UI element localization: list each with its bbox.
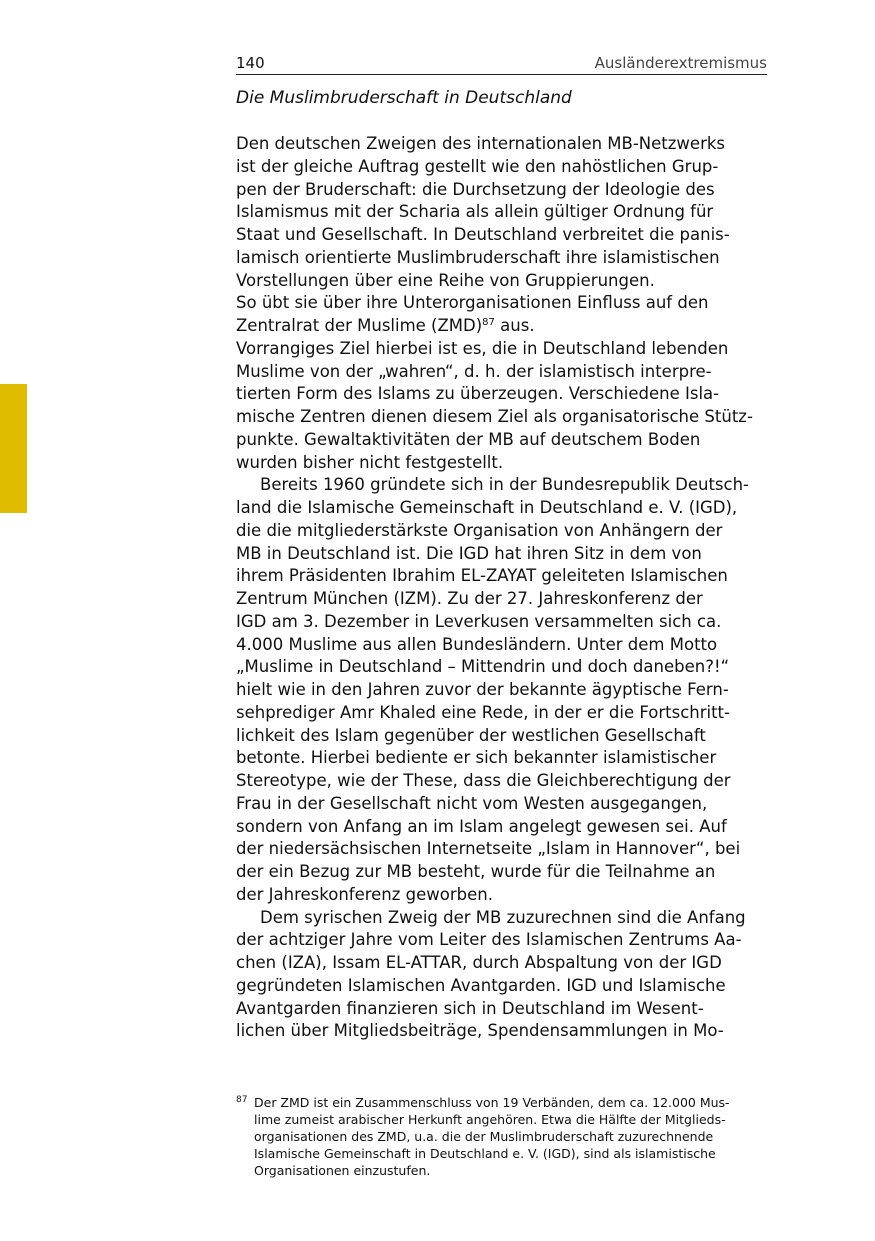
section-title: Die Muslimbruderschaft in Deutschland: [236, 88, 572, 108]
text-line: sehprediger Amr Khaled eine Rede, in der er die Fortschritt-: [236, 702, 730, 722]
running-head: Ausländerextremismus: [594, 54, 767, 72]
text-line: tierten Form des Islams zu überzeugen. Verschiedene Isla-: [236, 384, 720, 404]
footnote-line: organisationen des ZMD, u.a. die der Muslimbruderschaft zuzurechnende: [254, 1129, 714, 1144]
text-line: lichen über Mitgliedsbeiträge, Spendensammlungen in Mo-: [236, 1021, 724, 1041]
text-line: mische Zentren dienen diesem Ziel als organisatorische Stütz-: [236, 407, 753, 426]
text-line: Bereits 1960 gründete sich in der Bundesrepublik Deutsch-: [260, 475, 749, 495]
text-line: Islamismus mit der Scharia als allein gültiger Ordnung für: [236, 202, 714, 222]
text-segment: aus.: [494, 316, 535, 335]
text-line: Den deutschen Zweigen des internationalen MB-Netzwerks: [236, 134, 726, 153]
footnote-line: Organisationen einzustufen.: [254, 1163, 431, 1178]
body-text: [236, 133, 776, 1043]
text-line: Dem syrischen Zweig der MB zuzurechnen sind die Anfang: [260, 907, 746, 927]
text-line: betonte. Hierbei bediente er sich bekannter islamistischer: [236, 748, 717, 768]
text-line: ist der gleiche Auftrag gestellt wie den nahöstlichen Grup-: [236, 156, 719, 176]
text-line: chen (IZA), Issam EL-ATTAR, durch Abspaltung von der IGD: [236, 953, 722, 972]
footnote-line: Der ZMD ist ein Zusammenschluss von 19 Verbänden, dem ca. 12.000 Mus-: [254, 1095, 730, 1110]
text-line: [236, 315, 776, 338]
text-line: land die Islamische Gemeinschaft in Deutschland e. V. (IGD),: [236, 498, 738, 517]
text-line: punkte. Gewaltaktivitäten der MB auf deutschem Boden: [236, 429, 701, 449]
page-number: 140: [236, 54, 265, 72]
footnote-line: lime zumeist arabischer Herkunft angehören. Etwa die Hälfte der Mitglieds-: [254, 1112, 726, 1127]
text-line: ihrem Präsidenten Ibrahim EL-ZAYAT geleiteten Islamischen: [236, 566, 728, 586]
text-line: Zentrum München (IZM). Zu der 27. Jahreskonferenz der: [236, 589, 703, 608]
text-line: Vorstellungen über eine Reihe von Gruppierungen.: [236, 270, 655, 290]
footnote-body: [254, 1094, 776, 1179]
text-line: Stereotype, wie der These, dass die Gleichberechtigung der: [236, 771, 731, 790]
text-line: gegründeten Islamischen Avantgarden. IGD und Islamische: [236, 975, 726, 995]
text-line: der achtziger Jahre vom Leiter des Islamischen Zentrums Aa-: [236, 930, 742, 950]
text-line: wurden bisher nicht festgestellt.: [236, 452, 504, 472]
text-line: lichkeit des Islam gegenüber der westlichen Gesellschaft: [236, 725, 706, 745]
text-line: MB in Deutschland ist. Die IGD hat ihren Sitz in dem von: [236, 543, 702, 563]
text-line: Frau in der Gesellschaft nicht vom Westen ausgegangen,: [236, 793, 708, 813]
footnote-reference: 87: [482, 317, 495, 328]
footnote: [236, 1094, 776, 1179]
page-header: [236, 52, 767, 75]
text-line: der niedersächsischen Internetseite „Islam in Hannover“, bei: [236, 839, 741, 859]
text-line: Vorrangiges Ziel hierbei ist es, die in Deutschland lebenden: [236, 338, 729, 358]
text-line: der ein Bezug zur MB besteht, wurde für die Teilnahme an: [236, 862, 716, 881]
text-segment: Zentralrat der Muslime (ZMD): [236, 316, 483, 335]
text-line: pen der Bruderschaft: die Durchsetzung der Ideologie des: [236, 179, 715, 199]
text-line: „Muslime in Deutschland – Mittendrin und doch daneben?!“: [236, 657, 730, 677]
text-line: der Jahreskonferenz geworben.: [236, 884, 493, 904]
text-line: sondern von Anfang an im Islam angelegt gewesen sei. Auf: [236, 816, 727, 836]
footnote-line: Islamische Gemeinschaft in Deutschland e. V. (IGD), sind als islamistische: [254, 1146, 716, 1161]
text-line: IGD am 3. Dezember in Leverkusen versammelten sich ca.: [236, 611, 722, 631]
text-line: die die mitgliederstärkste Organisation von Anhängern der: [236, 520, 723, 540]
text-line: Avantgarden finanzieren sich in Deutschland im Wesent-: [236, 998, 704, 1018]
text-line: lamisch orientierte Muslimbruderschaft ihre islamistischen: [236, 247, 720, 267]
text-line: Muslime von der „wahren“, d. h. der islamistisch interpre-: [236, 361, 712, 381]
text-line: So übt sie über ihre Unterorganisationen Einfluss auf den: [236, 293, 709, 313]
text-line: Staat und Gesellschaft. In Deutschland verbreitet die panis-: [236, 225, 730, 244]
chapter-side-tab: [0, 384, 27, 513]
text-line: hielt wie in den Jahren zuvor der bekannte ägyptische Fern-: [236, 680, 729, 699]
text-line: 4.000 Muslime aus allen Bundesländern. Unter dem Motto: [236, 634, 718, 654]
footnote-marker: 87: [236, 1095, 248, 1105]
